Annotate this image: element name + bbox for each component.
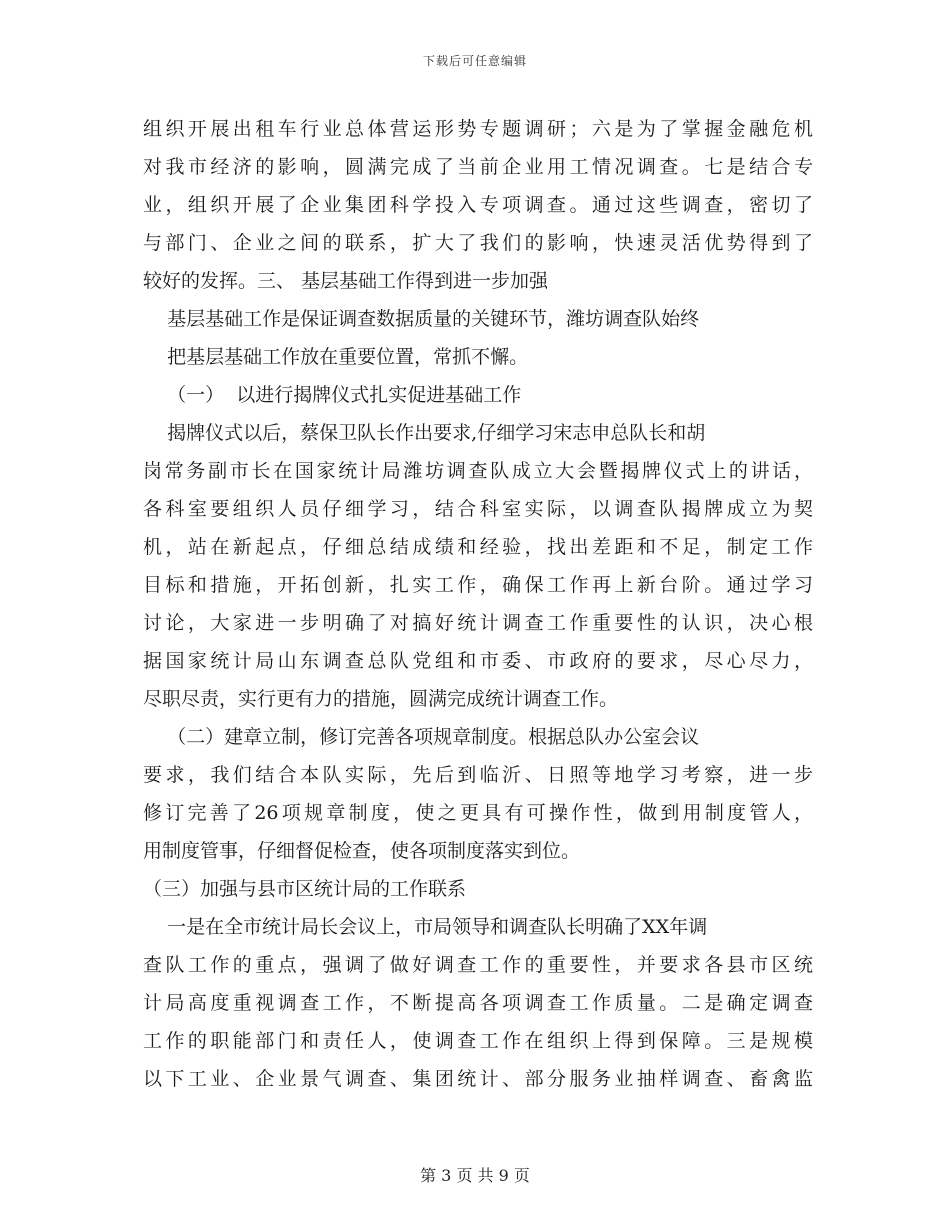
body-line: 尽职尽责，实行更有力的措施，圆满完成统计调查工作。 [143, 688, 619, 710]
body-line: 修订完善了26项规章制度，使之更具有可操作性，做到用制度管人， [143, 802, 813, 824]
body-line: 基层基础工作是保证调查数据质量的关键环节，潍坊调查队始终 [143, 308, 700, 330]
body-line: 讨论，大家进一步明确了对搞好统计调查工作重要性的认识，决心根 [143, 612, 813, 634]
body-line: 业，组织开展了企业集团科学投入专项调查。通过这些调查，密切了 [143, 194, 813, 216]
body-line: 工作的职能部门和责任人，使调查工作在组织上得到保障。三是规模 [143, 1030, 813, 1052]
body-line: 把基层基础工作放在重要位置，常抓不懈。 [143, 346, 529, 368]
body-line: 揭牌仪式以后，蔡保卫队长作出要求,仔细学习宋志申总队长和胡 [143, 422, 706, 444]
subsection-heading-2: （二）建章立制，修订完善各项规章制度。根据总队办公室会议 [143, 726, 700, 748]
subsection-heading-3: （三）加强与县市区统计局的工作联系 [143, 878, 467, 900]
body-line: 要求，我们结合本队实际，先后到临沂、日照等地学习考察，进一步 [143, 764, 813, 786]
body-line: 用制度管事，仔细督促检查，使各项制度落实到位。 [143, 840, 581, 862]
page-footer: 第 3 页 共 9 页 [420, 1166, 530, 1185]
body-line: 目标和措施，开拓创新，扎实工作，确保工作再上新台阶。通过学习 [143, 574, 813, 596]
document-body [143, 110, 813, 1098]
body-line: 据国家统计局山东调查总队党组和市委、市政府的要求，尽心尽力， [143, 650, 813, 672]
body-line: 与部门、企业之间的联系，扩大了我们的影响，快速灵活优势得到了 [143, 232, 813, 254]
body-line: 计局高度重视调查工作，不断提高各项调查工作质量。二是确定调查 [143, 992, 813, 1014]
body-line: 查队工作的重点，强调了做好调查工作的重要性，并要求各县市区统 [143, 954, 813, 976]
section-heading-3: 较好的发挥。三、 基层基础工作得到进一步加强 [143, 270, 549, 292]
body-line: 岗常务副市长在国家统计局潍坊调查队成立大会暨揭牌仪式上的讲话， [143, 460, 813, 482]
body-line: 以下工业、企业景气调查、集团统计、部分服务业抽样调查、畜禽监 [143, 1068, 813, 1090]
body-line: 机，站在新起点，仔细总结成绩和经验，找出差距和不足，制定工作 [143, 536, 813, 558]
subsection-heading-1: （一） 以进行揭牌仪式扎实促进基础工作 [143, 384, 522, 406]
body-line: 一是在全市统计局长会议上，市局领导和调查队长明确了XX年调 [143, 916, 708, 938]
body-line: 组织开展出租车行业总体营运形势专题调研；六是为了掌握金融危机 [143, 118, 813, 140]
page-header: 下载后可任意编辑 [422, 54, 527, 68]
body-line: 各科室要组织人员仔细学习，结合科室实际，以调查队揭牌成立为契 [143, 498, 813, 520]
body-line: 对我市经济的影响，圆满完成了当前企业用工情况调查。七是结合专 [143, 156, 813, 178]
